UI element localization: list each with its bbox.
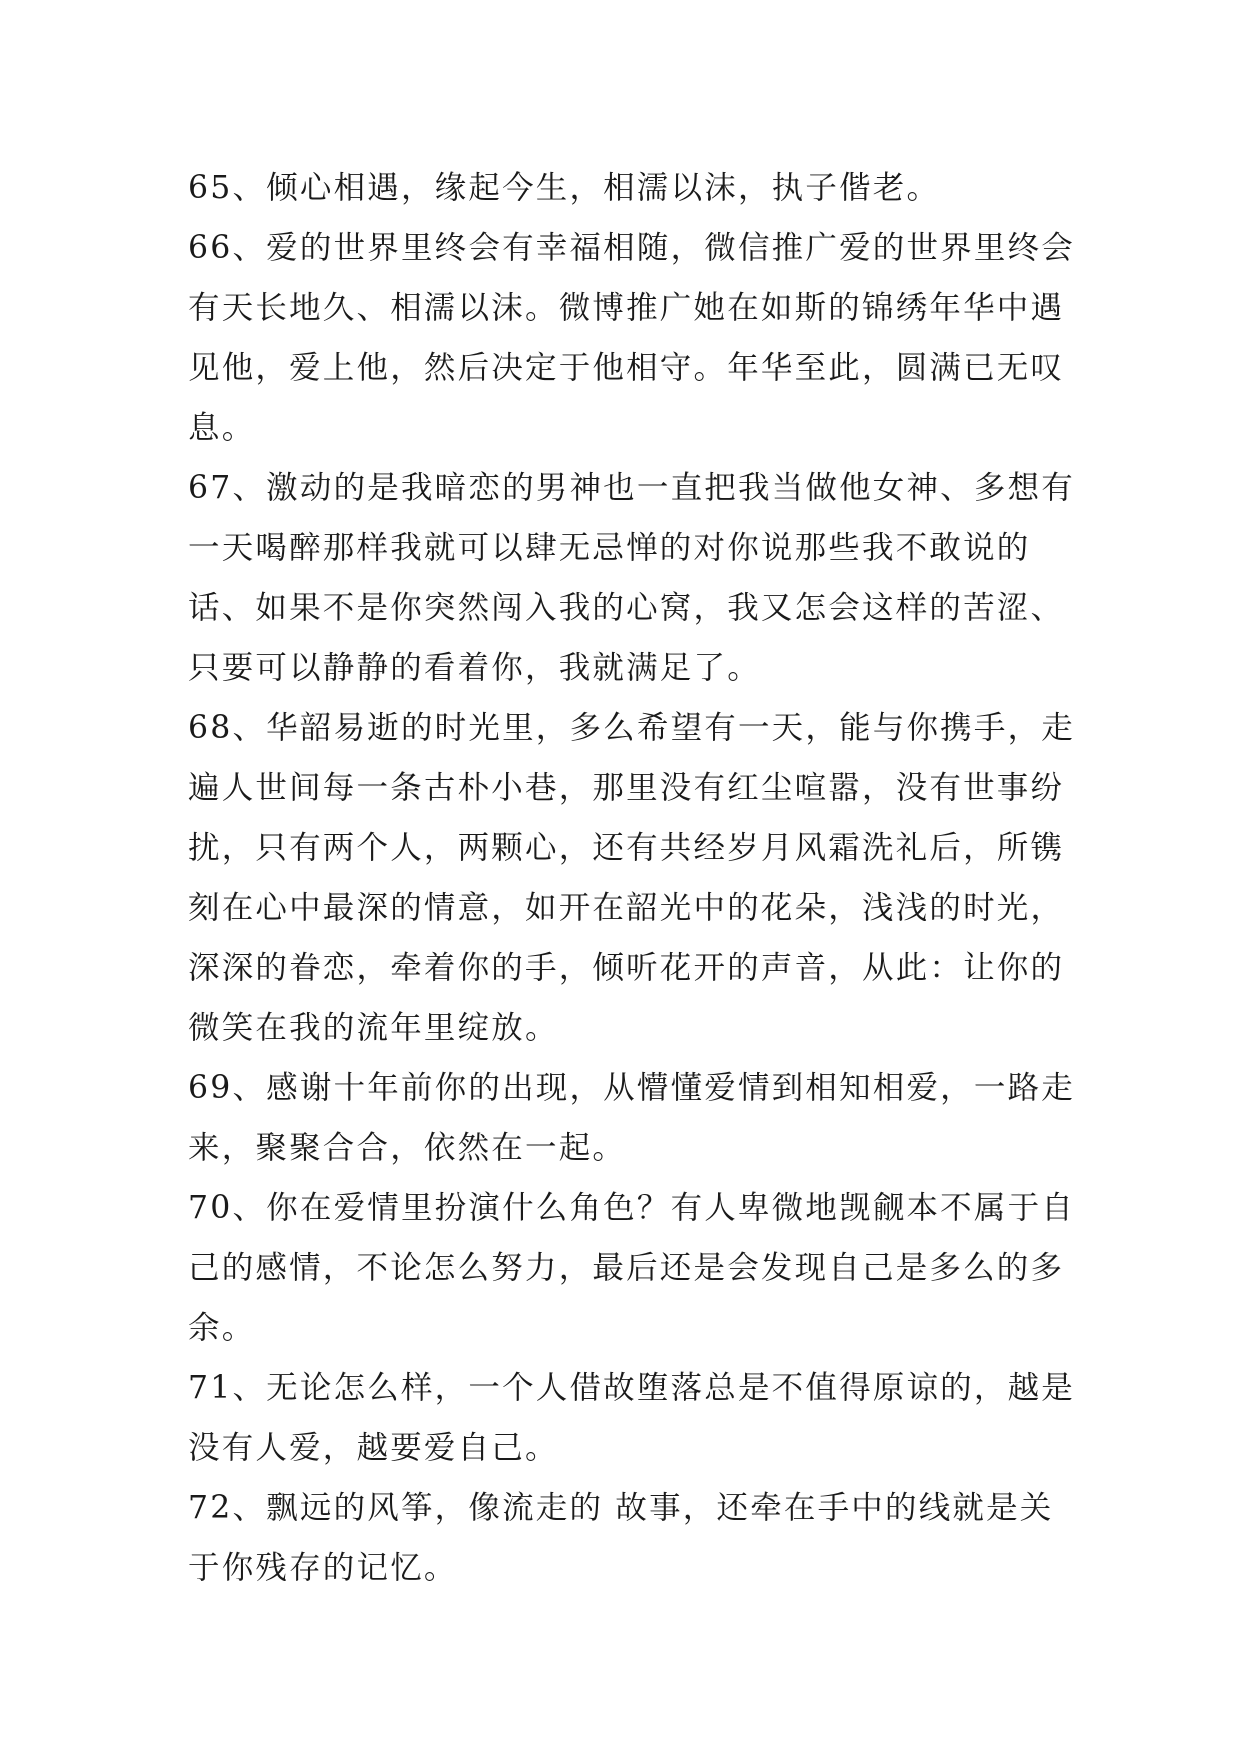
- text-line: 扰，只有两个人，两颗心，还有共经岁月风霜洗礼后，所镌: [188, 830, 1065, 866]
- text-line: 65、倾心相遇，缘起今生，相濡以沫，执子偕老。: [188, 170, 941, 206]
- text-line: 只要可以静静的看着你，我就满足了。: [188, 650, 761, 686]
- text-line: 己的感情，不论怎么努力，最后还是会发现自己是多么的多: [188, 1250, 1065, 1286]
- text-line: 余。: [188, 1310, 256, 1346]
- text-line: 71、无论怎么样，一个人借故堕落总是不值得原谅的，越是: [188, 1370, 1075, 1406]
- text-line: 有天长地久、相濡以沫。微博推广她在如斯的锦绣年华中遇: [188, 290, 1065, 326]
- text-line: 来，聚聚合合，依然在一起。: [188, 1130, 627, 1166]
- text-line: 68、华韶易逝的时光里，多么希望有一天，能与你携手，走: [188, 710, 1075, 746]
- text-line: 没有人爱，越要爱自己。: [188, 1430, 559, 1466]
- text-line: 72、飘远的风筝，像流走的 故事，还牵在手中的线就是关: [188, 1490, 1054, 1526]
- text-line: 于你残存的记忆。: [188, 1550, 458, 1586]
- text-line: 见他，爱上他，然后决定于他相守。年华至此，圆满已无叹: [188, 350, 1065, 386]
- text-line: 67、激动的是我暗恋的男神也一直把我当做他女神、多想有: [188, 470, 1075, 506]
- text-line: 微笑在我的流年里绽放。: [188, 1010, 559, 1046]
- text-line: 69、感谢十年前你的出现，从懵懂爱情到相知相爱，一路走: [188, 1070, 1075, 1106]
- document-body: [188, 158, 1075, 1598]
- text-line: 深深的眷恋，牵着你的手，倾听花开的声音，从此：让你的: [188, 950, 1065, 986]
- text-line: 70、你在爱情里扮演什么角色？有人卑微地觊觎本不属于自: [188, 1190, 1075, 1226]
- text-line: 遍人世间每一条古朴小巷，那里没有红尘喧嚣，没有世事纷: [188, 770, 1065, 806]
- text-line: 一天喝醉那样我就可以肆无忌惮的对你说那些我不敢说的: [188, 530, 1031, 566]
- text-line: 话、如果不是你突然闯入我的心窝，我又怎会这样的苦涩、: [188, 590, 1065, 626]
- text-line: 刻在心中最深的情意，如开在韶光中的花朵，浅浅的时光，: [188, 890, 1065, 926]
- text-line: 息。: [188, 410, 256, 446]
- text-line: 66、爱的世界里终会有幸福相随，微信推广爱的世界里终会: [188, 230, 1075, 266]
